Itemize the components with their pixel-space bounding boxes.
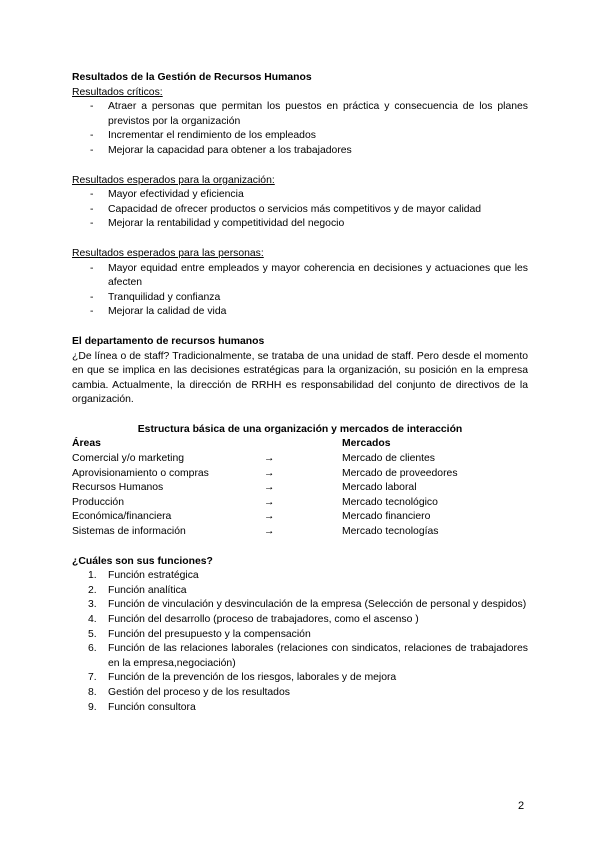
table-header (72, 437, 528, 452)
item-text: Función analítica (108, 584, 187, 596)
functions-title: ¿Cuáles son sus funciones? (72, 555, 213, 567)
item-text: Gestión del proceso y de los resultados (108, 686, 290, 698)
arrow-icon: → (264, 496, 275, 508)
section-title-hr-department: El departamento de recursos humanos (72, 335, 265, 347)
item-text: Función de las relaciones laborales (relaciones con sindicatos, relaciones de trabajadores en la empresa,negociación) (108, 643, 528, 669)
column-header-areas: Áreas (72, 438, 101, 450)
page-number: 2 (518, 800, 525, 812)
item-text: Función de vinculación y desvinculación de la empresa (Selección de personal y despidos) (108, 599, 527, 611)
market-cell: Mercado de proveedores (342, 467, 458, 479)
list-item: - Mayor efectividad y eficiencia (72, 188, 528, 203)
item-number: 8. (88, 686, 97, 698)
table-row (72, 467, 528, 482)
arrow-icon: → (264, 467, 275, 479)
item-number: 5. (88, 628, 97, 640)
area-cell: Recursos Humanos (72, 482, 164, 494)
item-number: 6. (88, 643, 97, 655)
table-row (72, 525, 528, 540)
critical-results-list (72, 100, 528, 158)
item-number: 7. (88, 672, 97, 684)
item-text: Función de la prevención de los riesgos, laborales y de mejora (108, 672, 397, 684)
people-results-list (72, 262, 528, 320)
structure-table-title: Estructura básica de una organización y mercados de interacción (137, 423, 463, 435)
list-item (72, 701, 528, 716)
area-cell: Sistemas de información (72, 526, 186, 538)
list-item: - Mejorar la capacidad para obtener a los trabajadores (72, 144, 528, 159)
org-results-heading: Resultados esperados para la organización: (72, 174, 275, 186)
area-cell: Comercial y/o marketing (72, 453, 185, 465)
area-cell: Aprovisionamiento o compras (72, 467, 209, 479)
market-cell: Mercado tecnológico (342, 496, 438, 508)
list-item (72, 598, 528, 613)
list-item (72, 642, 528, 671)
list-item: - Atraer a personas que permitan los puestos en práctica y consecuencia de los planes previstos por la organización (72, 100, 528, 129)
list-item (72, 628, 528, 643)
structure-table (72, 437, 528, 539)
functions-list (72, 569, 528, 715)
list-item: - Capacidad de ofrecer productos o servicios más competitivos y de mayor calidad (72, 203, 528, 218)
list-item (72, 584, 528, 599)
market-cell: Mercado tecnologías (342, 526, 439, 538)
table-row (72, 510, 528, 525)
market-cell: Mercado financiero (342, 511, 431, 523)
hr-department-paragraph: ¿De línea o de staff? Tradicionalmente, se trataba de una unidad de staff. Pero desde el momento en que se implica en las decisiones estratégicas para la organización, su posición en la empresa cambia. Actualmente, la dirección de RRHH es responsabilidad del conjunto de directivos de la organización. (72, 350, 528, 406)
arrow-icon: → (264, 511, 275, 523)
list-item: - Mejorar la calidad de vida (72, 305, 528, 320)
table-row (72, 481, 528, 496)
people-results-heading: Resultados esperados para las personas: (72, 247, 264, 259)
item-number: 9. (88, 701, 97, 713)
item-text: Función consultora (108, 701, 196, 713)
list-item: - Mayor equidad entre empleados y mayor coherencia en decisiones y actuaciones que les afecten (72, 262, 528, 291)
item-text: Función del presupuesto y la compensación (108, 628, 311, 640)
column-header-markets: Mercados (342, 438, 391, 450)
section-title-results: Resultados de la Gestión de Recursos Humanos (72, 72, 312, 83)
table-row (72, 452, 528, 467)
arrow-icon: → (264, 526, 275, 538)
item-text: Función estratégica (108, 570, 199, 582)
list-item (72, 686, 528, 701)
list-item: - Tranquilidad y confianza (72, 291, 528, 306)
item-number: 3. (88, 599, 97, 611)
list-item (72, 671, 528, 686)
market-cell: Mercado de clientes (342, 453, 435, 465)
market-cell: Mercado laboral (342, 482, 417, 494)
page-content (72, 71, 528, 715)
arrow-icon: → (264, 482, 275, 494)
area-cell: Económica/financiera (72, 511, 172, 523)
item-number: 4. (88, 614, 97, 625)
list-item (72, 569, 528, 584)
arrow-icon: → (264, 453, 275, 465)
item-text: Función del desarrollo (proceso de trabajadores, como el ascenso ) (108, 614, 419, 625)
critical-results-heading: Resultados críticos: (72, 86, 163, 98)
list-item: - Mejorar la rentabilidad y competitividad del negocio (72, 217, 528, 232)
list-item: - Incrementar el rendimiento de los empleados (72, 129, 528, 144)
item-number: 2. (88, 584, 97, 596)
item-number: 1. (88, 570, 97, 582)
org-results-list (72, 188, 528, 232)
list-item (72, 613, 528, 628)
table-row (72, 496, 528, 511)
area-cell: Producción (72, 496, 124, 508)
